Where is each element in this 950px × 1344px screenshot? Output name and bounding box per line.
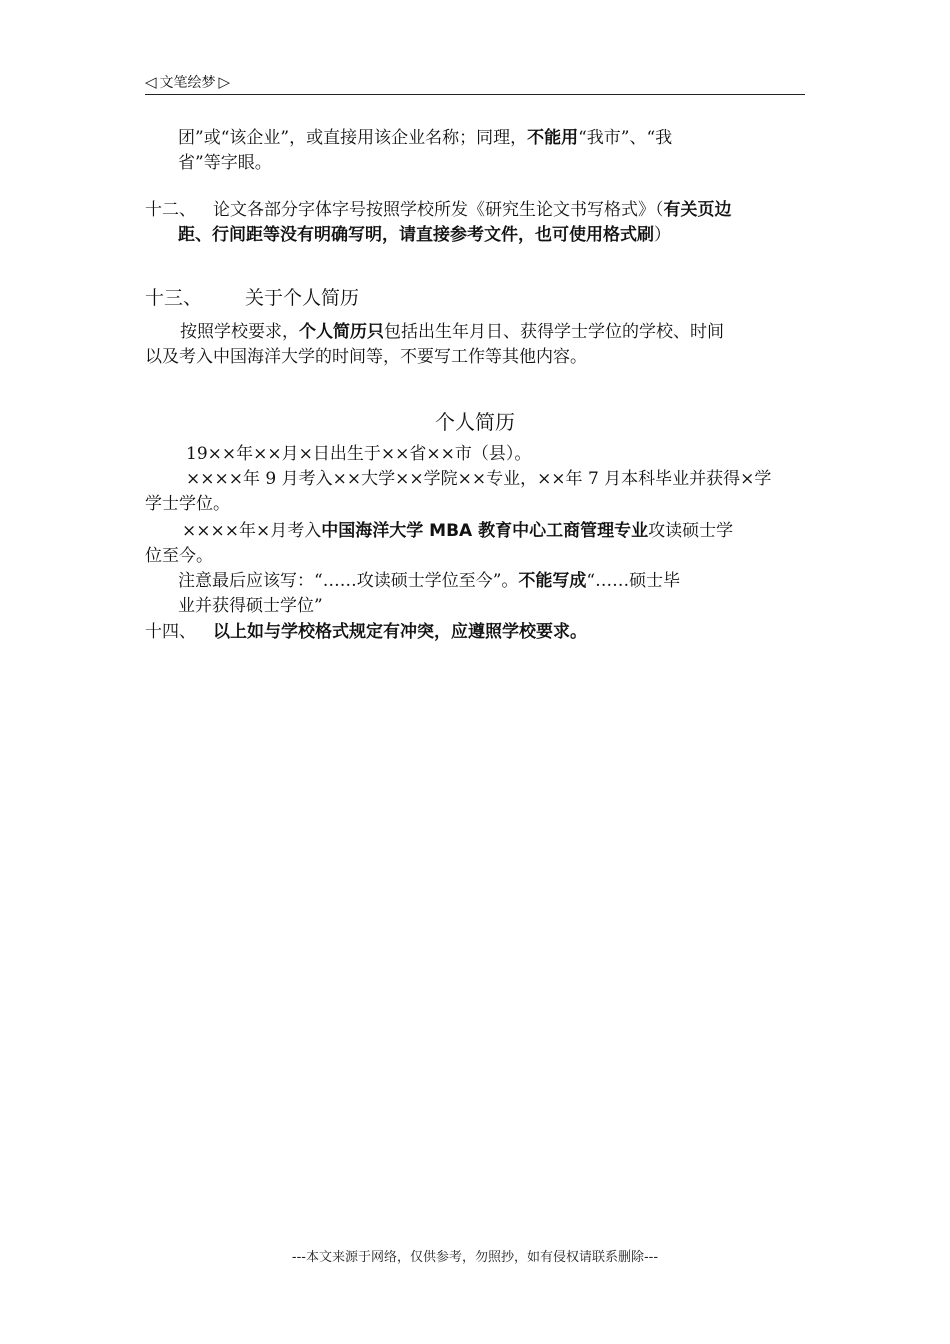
resume-note-line-2: 业并获得硕士学位” [178, 596, 323, 616]
triangle-right-icon: ▷ [218, 73, 231, 91]
page-footer: ---本文来源于网络，仅供参考，勿照抄，如有侵权请联系删除--- [291, 1250, 659, 1265]
continued-line-2: 省”等字眼。 [178, 153, 272, 173]
header-brand: 文笔绘梦 [159, 75, 216, 91]
item-14 [145, 620, 587, 644]
resume-edu1-line-1: ××××年 9 月考入××大学××学院××专业，××年 7 月本科毕业并获得×学 [186, 469, 772, 489]
item-13-heading [145, 285, 359, 311]
emphasis-text: 不能用 [527, 128, 579, 148]
resume-birth: 19××年××月×日出生于××省××市（县）。 [186, 444, 532, 464]
resume-edu2-line-1: ××××年×月考入中国海洋大学 MBA 教育中心工商管理专业攻读硕士学 [182, 521, 734, 541]
item-14-number: 十四、 [145, 622, 196, 642]
resume-edu1-line-2: 学士学位。 [145, 494, 230, 514]
item-13-number: 十三、 [145, 287, 203, 309]
resume-edu2-line-2: 位至今。 [145, 546, 213, 566]
item-12-number: 十二、 [145, 200, 196, 220]
page-header [145, 72, 805, 95]
item-14-text: 以上如与学校格式规定有冲突，应遵照学校要求。 [213, 622, 587, 642]
item-12-line-1: 十二、 论文各部分字体字号按照学校所发《研究生论文书写格式》（有关页边 [145, 200, 732, 220]
item-13-title: 关于个人简历 [245, 287, 360, 309]
item-12-line-2: 距、行间距等没有明确写明，请直接参考文件，也可使用格式刷） [178, 225, 671, 245]
triangle-left-icon: ◁ [145, 73, 157, 91]
resume-title: 个人简历 [435, 410, 515, 434]
continued-line-1: 团”或“该企业”，或直接用该企业名称；同理，不能用“我市”、“我 [178, 128, 673, 148]
item-13-line-1: 按照学校要求，个人简历只包括出生年月日、获得学士学位的学校、时间 [180, 322, 724, 342]
item-13-line-2: 以及考入中国海洋大学的时间等，不要写工作等其他内容。 [145, 347, 587, 367]
resume-note-line-1: 注意最后应该写：“……攻读硕士学位至今”。不能写成“……硕士毕 [178, 571, 681, 591]
